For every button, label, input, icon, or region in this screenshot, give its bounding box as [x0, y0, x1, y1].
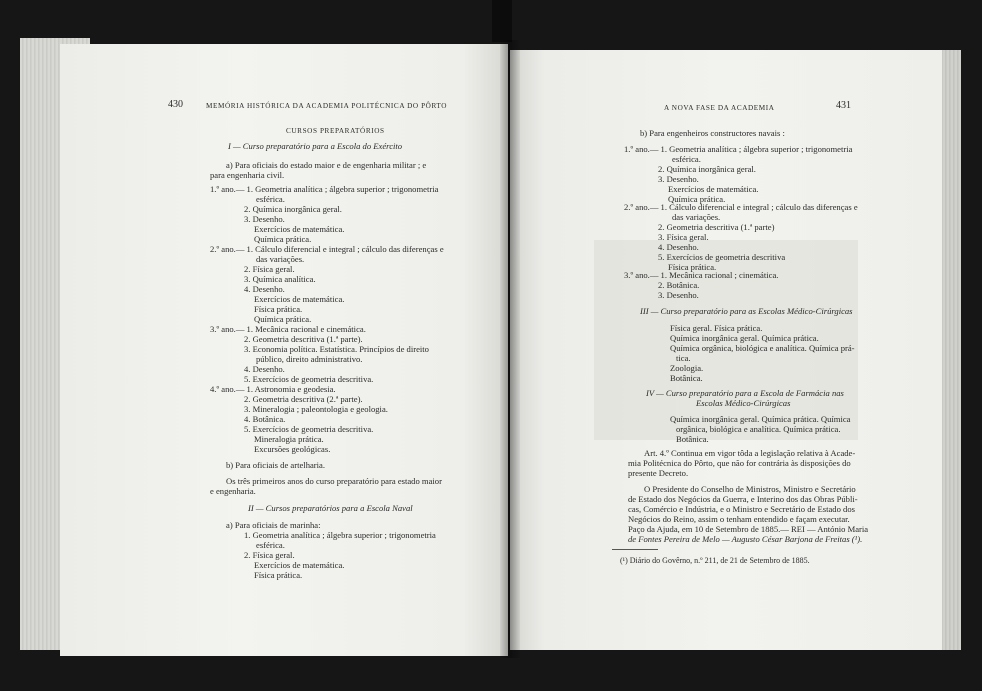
text-line: Química orgânica, biológica e analítica. Química prá-: [670, 343, 855, 353]
text-line: 3. Desenho.: [658, 290, 699, 300]
footnote: (¹) Diário do Govêrno, n.º 211, de 21 de Setembro de 1885.: [620, 556, 810, 565]
text-line: 3.º ano.— 1. Mecânica racional e cinemática.: [210, 324, 366, 334]
text-line: Exercícios de matemática.: [254, 560, 345, 570]
text-line: 3.º ano.— 1. Mecânica racional ; cinemática.: [624, 270, 779, 280]
text-line: 4. Desenho.: [244, 364, 285, 374]
text-line: esférica.: [256, 194, 285, 204]
text-line: 2.º ano.— 1. Cálculo diferencial e integral ; cálculo das diferenças e: [210, 244, 444, 254]
text-line: Exercícios de matemática.: [668, 184, 759, 194]
text-line: Zoologia.: [670, 363, 704, 373]
left-page: [60, 44, 508, 656]
text-line: Botânica.: [670, 373, 703, 383]
text-line: 4. Botânica.: [244, 414, 286, 424]
text-line: a) Para oficiais de marinha:: [226, 520, 321, 530]
text-line: Física prática.: [254, 570, 303, 580]
text-line: Física geral. Física prática.: [670, 323, 763, 333]
text-line: Botânica.: [676, 434, 709, 444]
text-line: cas, Comércio e Indústria, e o Ministro e Secretário de Estado dos: [628, 504, 855, 514]
text-line: de Estado dos Negócios da Guerra, e Interino dos das Obras Públi-: [628, 494, 858, 504]
page-number: 430: [168, 99, 183, 110]
text-line: 2. Geometria descritiva (1.ª parte).: [244, 334, 363, 344]
text-line: 3. Desenho.: [658, 174, 699, 184]
running-head: MEMÓRIA HISTÓRICA DA ACADEMIA POLITÉCNICA DO PÔRTO: [206, 102, 448, 110]
text-line: 5. Exercícios de geometria descritiva.: [244, 374, 374, 384]
text-line: 1.º ano.— 1. Geometria analítica ; álgebra superior ; trigonometria: [210, 184, 439, 194]
text-line: a) Para oficiais do estado maior e de engenharia militar ; e: [226, 160, 427, 170]
heading-curso-farmacia-cont: Escolas Médico-Cirúrgicas: [696, 398, 791, 408]
text-line: 5. Exercícios de geometria descritiva.: [244, 424, 374, 434]
text-line: 2. Física geral.: [244, 550, 295, 560]
text-line-signatures: de Fontes Pereira de Melo — Augusto César Barjona de Freitas (¹).: [628, 534, 863, 544]
text-line: O Presidente do Conselho de Ministros, Ministro e Secretário: [644, 484, 856, 494]
text-line: Química inorgânica geral. Química prática.: [670, 333, 819, 343]
text-line: 4. Desenho.: [244, 284, 285, 294]
text-line: tica.: [676, 353, 691, 363]
text-line: 2. Geometria descritiva (1.ª parte): [658, 222, 775, 232]
text-line: 5. Exercícios de geometria descritiva: [658, 252, 786, 262]
text-line: Excursões geológicas.: [254, 444, 331, 454]
text-line: esférica.: [256, 540, 285, 550]
text-line: Exercícios de matemática.: [254, 294, 345, 304]
text-line: Negócios do Reino, assim o tenham entendido e façam executar.: [628, 514, 850, 524]
text-line: 2. Química inorgânica geral.: [244, 204, 342, 214]
text-line: das variações.: [256, 254, 305, 264]
text-line: 1.º ano.— 1. Geometria analítica ; álgebra superior ; trigonometria: [624, 144, 853, 154]
text-line: orgânica, biológica e analítica. Química prática.: [676, 424, 841, 434]
text-line: para engenharia civil.: [210, 170, 285, 180]
text-line: Química prática.: [254, 314, 312, 324]
text-line: Os três primeiros anos do curso preparatório para estado maior: [226, 476, 442, 486]
text-line: Química prática.: [668, 194, 726, 204]
text-line: 3. Desenho.: [244, 214, 285, 224]
text-line: b) Para engenheiros constructores navais :: [640, 128, 785, 138]
text-line: Química prática.: [254, 234, 312, 244]
text-line: Mineralogia prática.: [254, 434, 324, 444]
text-line: b) Para oficiais de artelharia.: [226, 460, 326, 470]
page-number: 431: [836, 100, 851, 111]
heading-curso-naval: II — Cursos preparatórios para a Escola Naval: [248, 503, 413, 513]
text-line: 2. Geometria descritiva (2.ª parte).: [244, 394, 363, 404]
text-line: 4. Desenho.: [658, 242, 699, 252]
text-line: presente Decreto.: [628, 468, 689, 478]
text-line: e engenharia.: [210, 486, 256, 496]
book-spine: [500, 40, 520, 658]
text-line: público, direito administrativo.: [256, 354, 363, 364]
text-line: Paço da Ajuda, em 10 de Setembro de 1885.— REI — António Maria: [628, 524, 869, 534]
text-line: 2. Química inorgânica geral.: [658, 164, 756, 174]
binding-clip: [492, 0, 512, 42]
text-line: Física prática.: [668, 262, 717, 272]
text-line: Art. 4.º Continua em vigor tôda a legislação relativa à Acade-: [644, 448, 856, 458]
section-title: CURSOS PREPARATÓRIOS: [286, 127, 385, 135]
text-line: 4.º ano.— 1. Astronomia e geodesia.: [210, 384, 336, 394]
text-line: 3. Economia política. Estatística. Princípios de direito: [244, 344, 429, 354]
text-line: 3. Física geral.: [658, 232, 709, 242]
text-line: 2. Física geral.: [244, 264, 295, 274]
heading-curso-farmacia: IV — Curso preparatório para a Escola de Farmácia nas: [646, 388, 844, 398]
running-head: A NOVA FASE DA ACADEMIA: [664, 104, 775, 112]
heading-curso-exercito: I — Curso preparatório para a Escola do Exército: [228, 141, 403, 151]
text-line: das variações.: [672, 212, 721, 222]
right-page: [510, 50, 942, 650]
text-line: 3. Química analítica.: [244, 274, 316, 284]
text-line: 3. Mineralogia ; paleontologia e geologia.: [244, 404, 388, 414]
text-line: Química inorgânica geral. Química prática. Química: [670, 414, 851, 424]
text-line: 2. Botânica.: [658, 280, 700, 290]
heading-curso-medico: III — Curso preparatório para as Escolas Médico-Cirúrgicas: [640, 306, 853, 316]
text-line: Física prática.: [254, 304, 303, 314]
text-line: esférica.: [672, 154, 701, 164]
text-line: mia Politécnica do Pôrto, que não for contrária às disposições do: [628, 458, 851, 468]
footnote-rule: [612, 549, 658, 550]
text-line: 1. Geometria analítica ; álgebra superior ; trigonometria: [244, 530, 436, 540]
text-line: Exercícios de matemática.: [254, 224, 345, 234]
text-line: 2.º ano.— 1. Cálculo diferencial e integral ; cálculo das diferenças e: [624, 202, 858, 212]
